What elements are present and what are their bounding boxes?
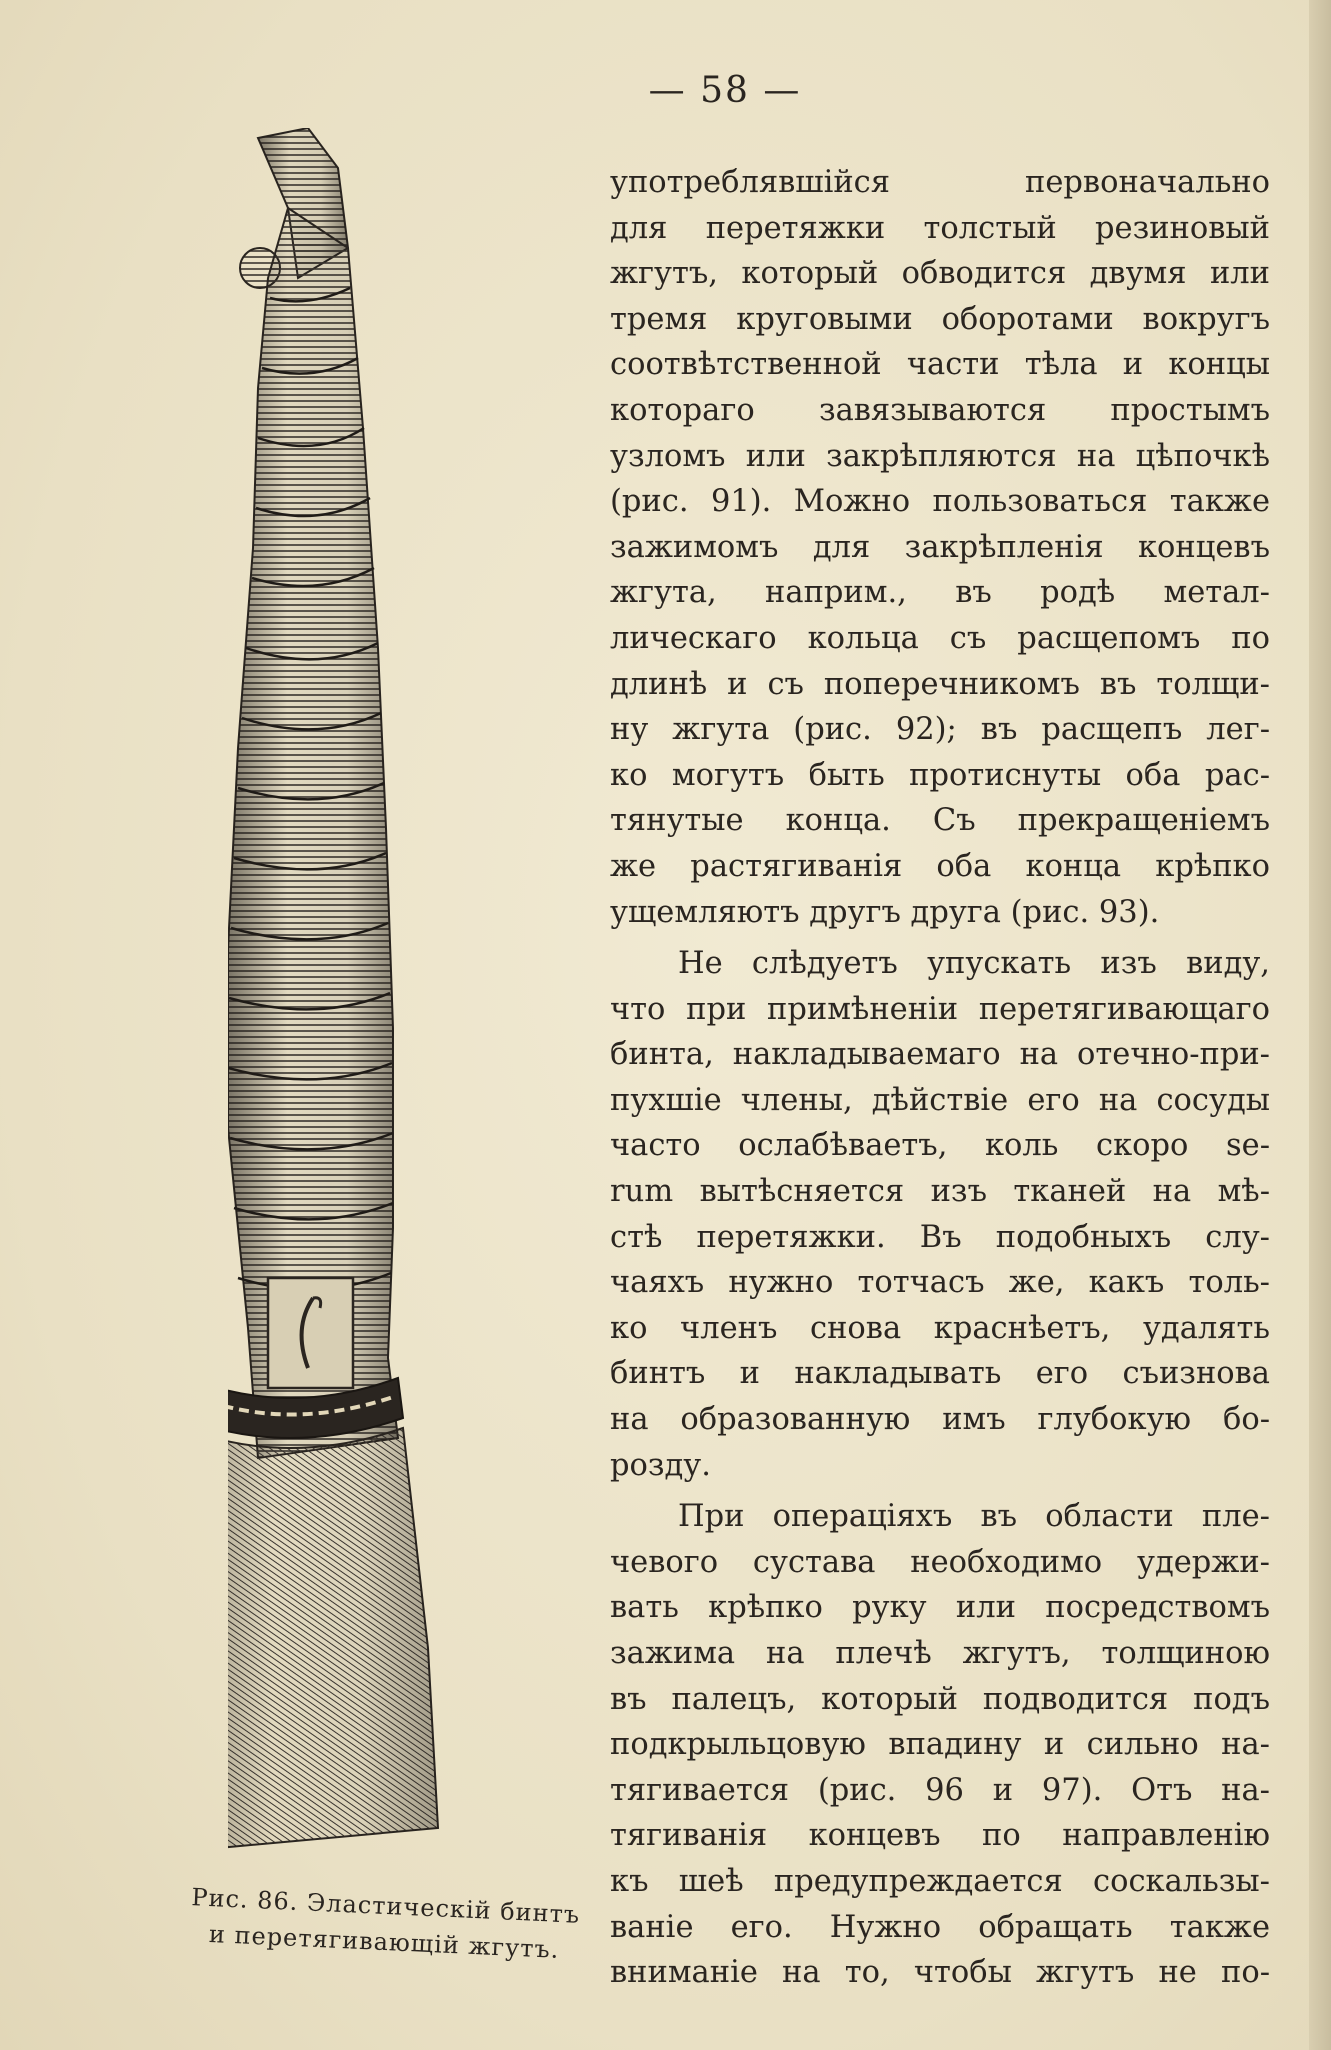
caption-line: и перетягивающій жгутъ. xyxy=(208,1920,560,1964)
page-edge xyxy=(1309,0,1331,2050)
text-line: стѣ перетяжки. Въ подобныхъ слу- xyxy=(610,1219,1270,1255)
text-line: на образованную имъ глубокую бо- xyxy=(610,1402,1270,1438)
figure-illustration xyxy=(228,128,598,1858)
figure-caption xyxy=(169,1878,602,1969)
text-line: пухшіе члены, дѣйствіе его на сосуды xyxy=(610,1082,1270,1118)
text-line: вать крѣпко руку или посредствомъ xyxy=(610,1590,1270,1626)
text-line: тянутые конца. Съ прекращеніемъ xyxy=(610,803,1270,839)
text-line: же растягиванія оба конца крѣпко xyxy=(610,848,1270,884)
text-line: розду. xyxy=(610,1447,711,1483)
text-line: для перетяжки толстый резиновый xyxy=(610,210,1270,246)
text-line: жгутъ, который обводится двумя или xyxy=(610,256,1270,292)
text-line: чевого сустава необходимо удержи- xyxy=(610,1544,1270,1580)
text-line: При операціяхъ въ области пле- xyxy=(678,1499,1270,1535)
text-line: въ палецъ, который подводится подъ xyxy=(610,1681,1270,1717)
text-line: зажима на плечѣ жгутъ, толщиною xyxy=(610,1636,1270,1671)
text-line: подкрыльцовую впадину и сильно на- xyxy=(610,1727,1270,1763)
text-line: тремя круговыми оборотами вокругъ xyxy=(610,301,1270,337)
text-line: часто ослабѣваетъ, коль скоро se- xyxy=(610,1128,1270,1164)
text-line: ко могутъ быть протиснуты оба рас- xyxy=(610,757,1270,793)
page-number: — 58 — xyxy=(648,70,802,111)
body-text xyxy=(610,160,1270,1996)
text-line: узломъ или закрѣпляются на цѣпочкѣ xyxy=(610,438,1270,474)
text-line: тягиванія концевъ по направленію xyxy=(610,1818,1270,1854)
text-line: чаяхъ нужно тотчасъ же, какъ толь- xyxy=(610,1265,1270,1301)
text-line: длинѣ и съ поперечникомъ въ толщи- xyxy=(610,666,1270,702)
text-line: (рис. 91). Можно пользоваться также xyxy=(610,484,1270,520)
text-line: бинта, накладываемаго на отечно-при- xyxy=(610,1037,1270,1073)
text-line: тягивается (рис. 96 и 97). Отъ на- xyxy=(610,1772,1270,1808)
text-line: rum вытѣсняется изъ тканей на мѣ- xyxy=(610,1174,1270,1210)
text-line: лическаго кольца съ расщепомъ по xyxy=(610,620,1270,656)
text-line: котораго завязываются простымъ xyxy=(610,392,1270,428)
text-line: ваніе его. Нужно обращать также xyxy=(610,1909,1270,1945)
bandaged-arm-engraving xyxy=(228,128,598,1858)
text-line: къ шеѣ предупреждается соскальзы- xyxy=(610,1863,1270,1899)
text-line: вниманіе на то, чтобы жгутъ не по- xyxy=(610,1955,1270,1991)
text-line: употреблявшійся первоначально xyxy=(610,165,1270,200)
text-line: зажимомъ для закрѣпленія концевъ xyxy=(610,529,1270,565)
text-line: ко членъ снова краснѣетъ, удалять xyxy=(610,1310,1270,1346)
text-line: Не слѣдуетъ упускать изъ виду, xyxy=(678,946,1270,982)
text-line: ущемляютъ другъ друга (рис. 93). xyxy=(610,894,1160,930)
text-line: соотвѣтственной части тѣла и концы xyxy=(610,347,1270,383)
text-line: бинтъ и накладывать его съизнова xyxy=(610,1356,1270,1392)
text-line: что при примѣненіи перетягивающаго xyxy=(610,991,1270,1027)
caption-line: Рис. 86. Эластическій бинтъ xyxy=(190,1883,581,1929)
text-line: ну жгута (рис. 92); въ расщепъ лег- xyxy=(610,712,1270,748)
text-line: жгута, наприм., въ родѣ метал- xyxy=(610,575,1270,611)
